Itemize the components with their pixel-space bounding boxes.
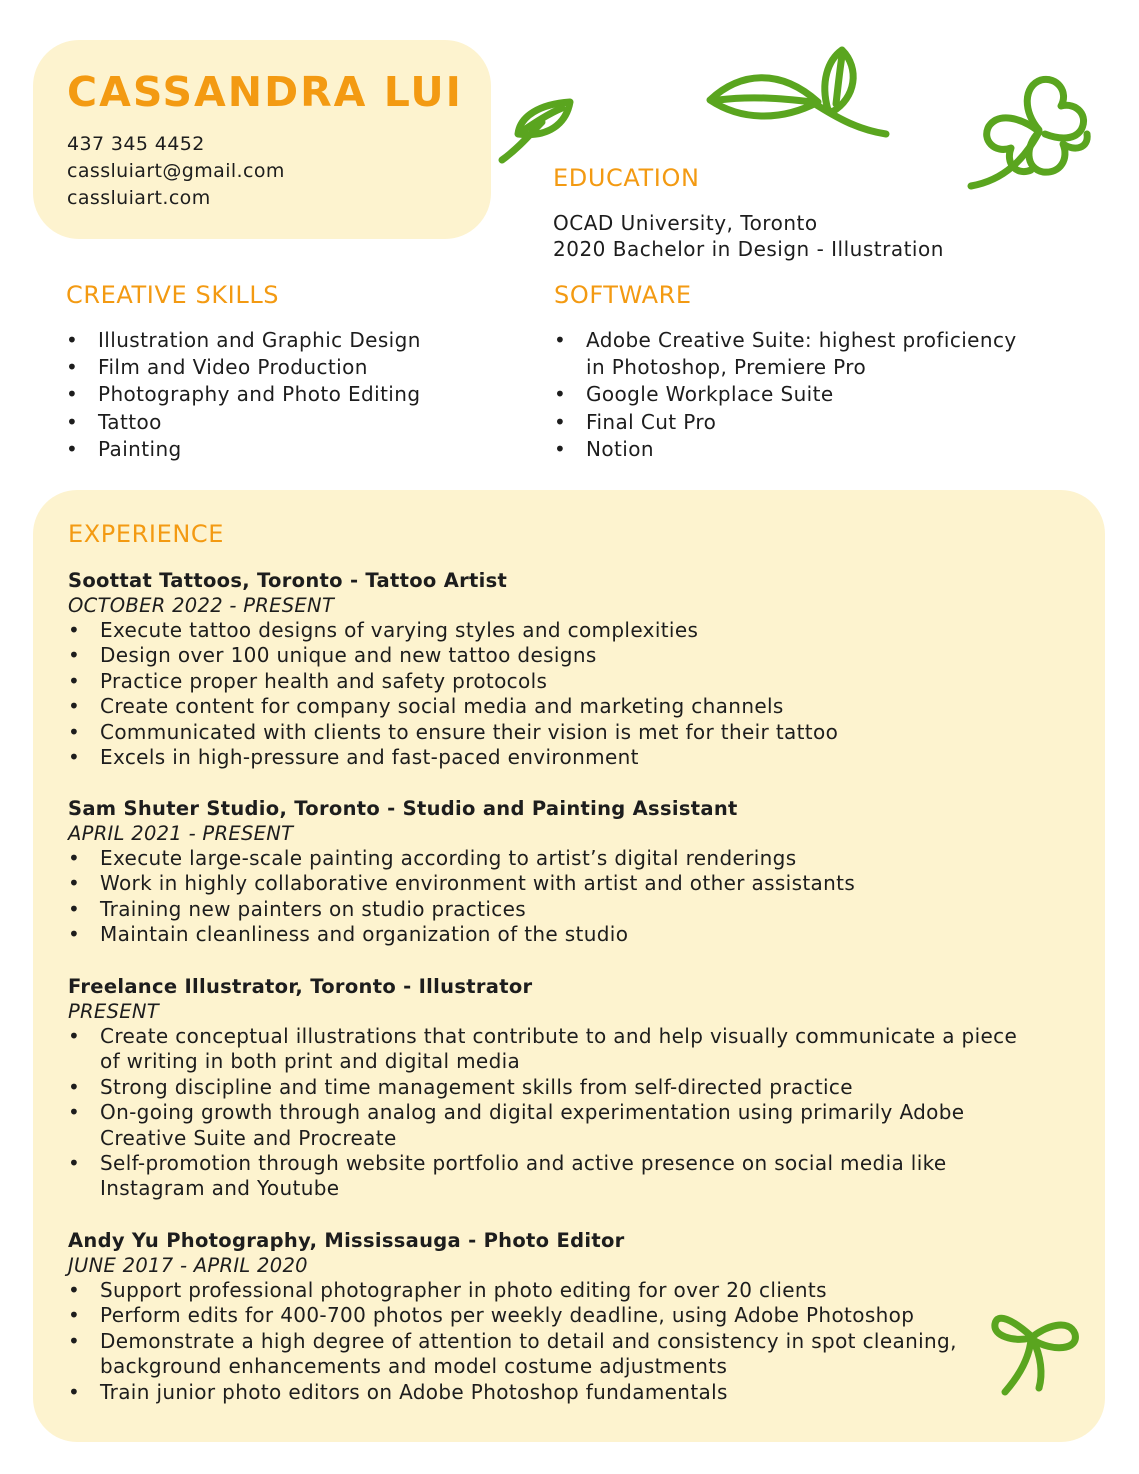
list-item: • Photography and Photo Editing <box>66 381 421 408</box>
job-dates: PRESENT <box>68 1000 159 1023</box>
job-title: Andy Yu Photography, Mississauga - Photo Editor <box>68 1229 625 1252</box>
creative-skills-list <box>66 327 421 463</box>
software-heading: SOFTWARE <box>554 281 692 309</box>
experience-heading: EXPERIENCE <box>68 520 225 548</box>
list-item: • Create conceptual illustrations that contribute to and help visually communicate a piece of writing in both print and digital media <box>68 1024 1078 1075</box>
education-school: OCAD University, Toronto <box>553 211 818 235</box>
list-item: • Strong discipline and time management skills from self-directed practice <box>68 1075 1078 1100</box>
list-item: • Demonstrate a high degree of attention to detail and consistency in spot cleaning, background enhancements and model costume adjustments <box>68 1329 1078 1380</box>
list-item: • Training new painters on studio practices <box>68 897 1078 922</box>
job-title: Soottat Tattoos, Toronto - Tattoo Artist <box>68 569 508 592</box>
job-bullets <box>68 1024 1078 1202</box>
software-list <box>554 327 1017 463</box>
list-item: • Final Cut Pro <box>554 409 1017 436</box>
list-item: • Tattoo <box>66 409 421 436</box>
list-item: • Self-promotion through website portfolio and active presence on social media like Instagram and Youtube <box>68 1151 1078 1202</box>
branch-leaf-icon <box>700 42 895 147</box>
job-bullets <box>68 1278 1078 1405</box>
job-entry <box>68 568 1078 770</box>
job-dates: JUNE 2017 - APRIL 2020 <box>68 1254 308 1277</box>
clover-icon <box>965 72 1100 197</box>
list-item: • Train junior photo editors on Adobe Photoshop fundamentals <box>68 1380 1078 1405</box>
bow-icon <box>983 1300 1083 1400</box>
list-item: • Work in highly collaborative environment with artist and other assistants <box>68 871 1078 896</box>
job-entry <box>68 1228 1078 1405</box>
list-item: • Perform edits for 400-700 photos per weekly deadline, using Adobe Photoshop <box>68 1303 1078 1328</box>
education-heading: EDUCATION <box>553 164 700 192</box>
list-item: • Execute large-scale painting according to artist’s digital renderings <box>68 846 1078 871</box>
list-item: • Notion <box>554 436 1017 463</box>
list-item: • Excels in high-pressure and fast-paced environment <box>68 745 1078 770</box>
list-item: • Film and Video Production <box>66 354 421 381</box>
job-title: Freelance Illustrator, Toronto - Illustrator <box>68 975 533 998</box>
phone-number: 437 345 4452 <box>67 133 205 155</box>
contact-info <box>67 131 285 212</box>
job-entry <box>68 974 1078 1202</box>
list-item: • Adobe Creative Suite: highest proficiency in Photoshop, Premiere Pro <box>554 327 1017 381</box>
candidate-name: CASSANDRA LUI <box>67 68 463 116</box>
list-item: • Communicated with clients to ensure their vision is met for their tattoo <box>68 720 1078 745</box>
job-bullets <box>68 618 1078 770</box>
job-entry <box>68 796 1078 948</box>
job-dates: APRIL 2021 - PRESENT <box>68 822 294 845</box>
list-item: • Painting <box>66 436 421 463</box>
list-item: • On-going growth through analog and digital experimentation using primarily Adobe Creative Suite and Procreate <box>68 1100 1078 1151</box>
list-item: • Practice proper health and safety protocols <box>68 669 1078 694</box>
job-bullets <box>68 846 1078 948</box>
list-item: • Support professional photographer in photo editing for over 20 clients <box>68 1278 1078 1303</box>
small-leaf-icon <box>490 92 585 172</box>
job-title: Sam Shuter Studio, Toronto - Studio and Painting Assistant <box>68 797 738 820</box>
website-url: cassluiart.com <box>67 187 211 209</box>
list-item: • Illustration and Graphic Design <box>66 327 421 354</box>
email-address: cassluiart@gmail.com <box>67 160 285 182</box>
list-item: • Maintain cleanliness and organization of the studio <box>68 922 1078 947</box>
list-item: • Create content for company social media and marketing channels <box>68 694 1078 719</box>
list-item: • Google Workplace Suite <box>554 381 1017 408</box>
list-item: • Execute tattoo designs of varying styles and complexities <box>68 618 1078 643</box>
list-item: • Design over 100 unique and new tattoo designs <box>68 643 1078 668</box>
job-dates: OCTOBER 2022 - PRESENT <box>68 594 335 617</box>
creative-skills-heading: CREATIVE SKILLS <box>66 281 280 309</box>
education-degree: 2020 Bachelor in Design - Illustration <box>553 237 944 261</box>
